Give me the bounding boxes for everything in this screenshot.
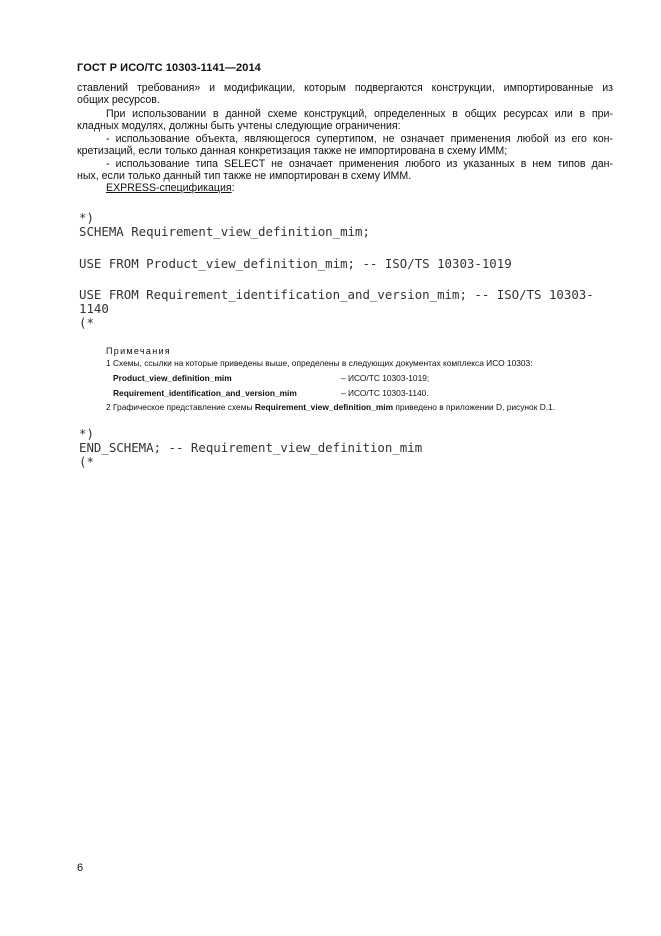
code-comment-open-2: (* [79, 454, 94, 469]
body-line-6: кретизаций, если только данная конкретизация также не импортирована в схему ИММ; [77, 145, 508, 157]
ref-doc-1: – ИСО/ТС 10303-1019; [341, 373, 430, 383]
body-line-7: - использование типа SELECT не означает применения любого из указанных в нем типов дан- [106, 158, 613, 170]
note-2-suffix: приведено в приложении D, рисунок D.1. [393, 402, 556, 412]
note-2-schema-name: Requirement_view_definition_mim [254, 402, 394, 412]
note-2-prefix: 2 Графическое представление схемы [106, 402, 255, 412]
note-2 [106, 402, 555, 413]
express-spec-colon: : [231, 182, 235, 194]
notes-title: Примечания [106, 346, 171, 356]
body-line-4: кладных модулях, должны быть учтены следующие ограничения: [77, 120, 401, 132]
express-spec-label [106, 182, 235, 194]
code-comment-close: *) [79, 210, 94, 225]
code-schema-line: SCHEMA Requirement_view_definition_mim; [79, 224, 370, 239]
page-number: 6 [77, 862, 84, 874]
code-use-from-2: USE FROM Requirement_identification_and_version_mim; -- ISO/TS 10303- [79, 287, 594, 302]
body-line-1: ставлений требования» и модификации, которым подвергаются конструкции, импортированные из [77, 82, 613, 94]
ref-name-1: Product_view_definition_mim [113, 373, 232, 383]
ref-name-2: Requirement_identification_and_version_mim [113, 388, 297, 398]
code-use-from-1: USE FROM Product_view_definition_mim; -- ISO/TS 10303-1019 [79, 256, 512, 271]
code-end-schema: END_SCHEMA; -- Requirement_view_definition_mim [79, 440, 423, 455]
express-spec-label-text: EXPRESS-спецификация [106, 182, 232, 194]
body-line-5: - использование объекта, являющегося супертипом, не означает применения любой из его кон- [106, 133, 613, 145]
body-line-2: общих ресурсов. [77, 94, 160, 106]
body-line-3: При использовании в данной схеме конструкций, определенных в общих ресурсах или в при- [106, 108, 613, 120]
body-line-8: ных, если только данный тип также не импортирован в схему ИММ. [77, 170, 412, 182]
page-header: ГОСТ Р ИСО/ТС 10303-1141—2014 [77, 62, 261, 74]
ref-doc-2: – ИСО/ТС 10303-1140. [341, 388, 429, 398]
code-use-from-2-cont: 1140 [79, 301, 109, 316]
code-comment-open: (* [79, 315, 94, 330]
code-comment-close-2: *) [79, 426, 94, 441]
note-1: 1 Схемы, ссылки на которые приведены выше, определены в следующих документах комплекса ИСО 10303: [106, 358, 533, 368]
